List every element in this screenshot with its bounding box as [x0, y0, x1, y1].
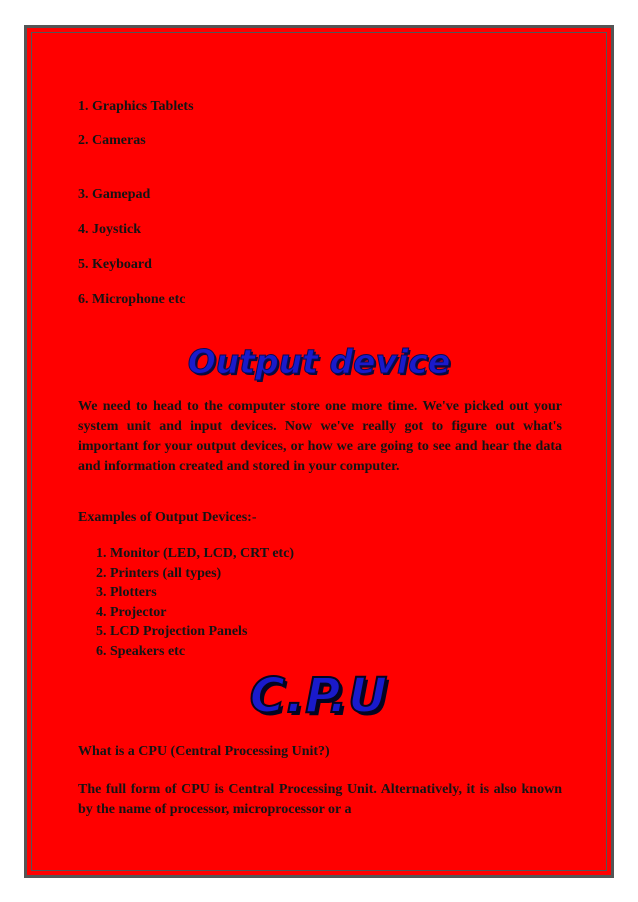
cpu-heading-wrap: [0, 668, 638, 724]
output-device-heading: Output device: [187, 342, 451, 381]
output-list-item-6: 6. Speakers etc: [96, 643, 186, 659]
examples-heading: Examples of Output Devices:-: [78, 510, 257, 525]
output-list-item-4: 4. Projector: [96, 604, 167, 620]
output-device-heading-wrap: [0, 342, 638, 381]
input-list-item-4: 4. Joystick: [78, 222, 141, 237]
cpu-question: What is a CPU (Central Processing Unit?): [78, 744, 330, 759]
input-list-item-1: 1. Graphics Tablets: [78, 99, 194, 114]
output-list-item-1: 1. Monitor (LED, LCD, CRT etc): [96, 546, 295, 561]
output-list-item-5: 5. LCD Projection Panels: [96, 624, 248, 640]
output-list-item-3: 3. Plotters: [96, 585, 157, 601]
cpu-heading: C.P.U: [249, 668, 389, 724]
output-paragraph: We need to head to the computer store one more time. We've picked out your system unit and input devices. Now we've really got to figure out what's important for your output devices, or how we are going to see and hear the data and information created and stored in your computer.: [78, 399, 562, 474]
cpu-paragraph: The full form of CPU is Central Processing Unit. Alternatively, it is also known by the name of processor, microprocessor or a: [78, 782, 562, 817]
input-list-item-6: 6. Microphone etc: [78, 292, 186, 307]
output-list-item-2: 2. Printers (all types): [96, 565, 222, 581]
output-device-list: [96, 544, 294, 662]
input-list-item-3: 3. Gamepad: [78, 187, 151, 202]
input-list-item-2: 2. Cameras: [78, 133, 146, 148]
input-list-item-5: 5. Keyboard: [78, 257, 152, 272]
